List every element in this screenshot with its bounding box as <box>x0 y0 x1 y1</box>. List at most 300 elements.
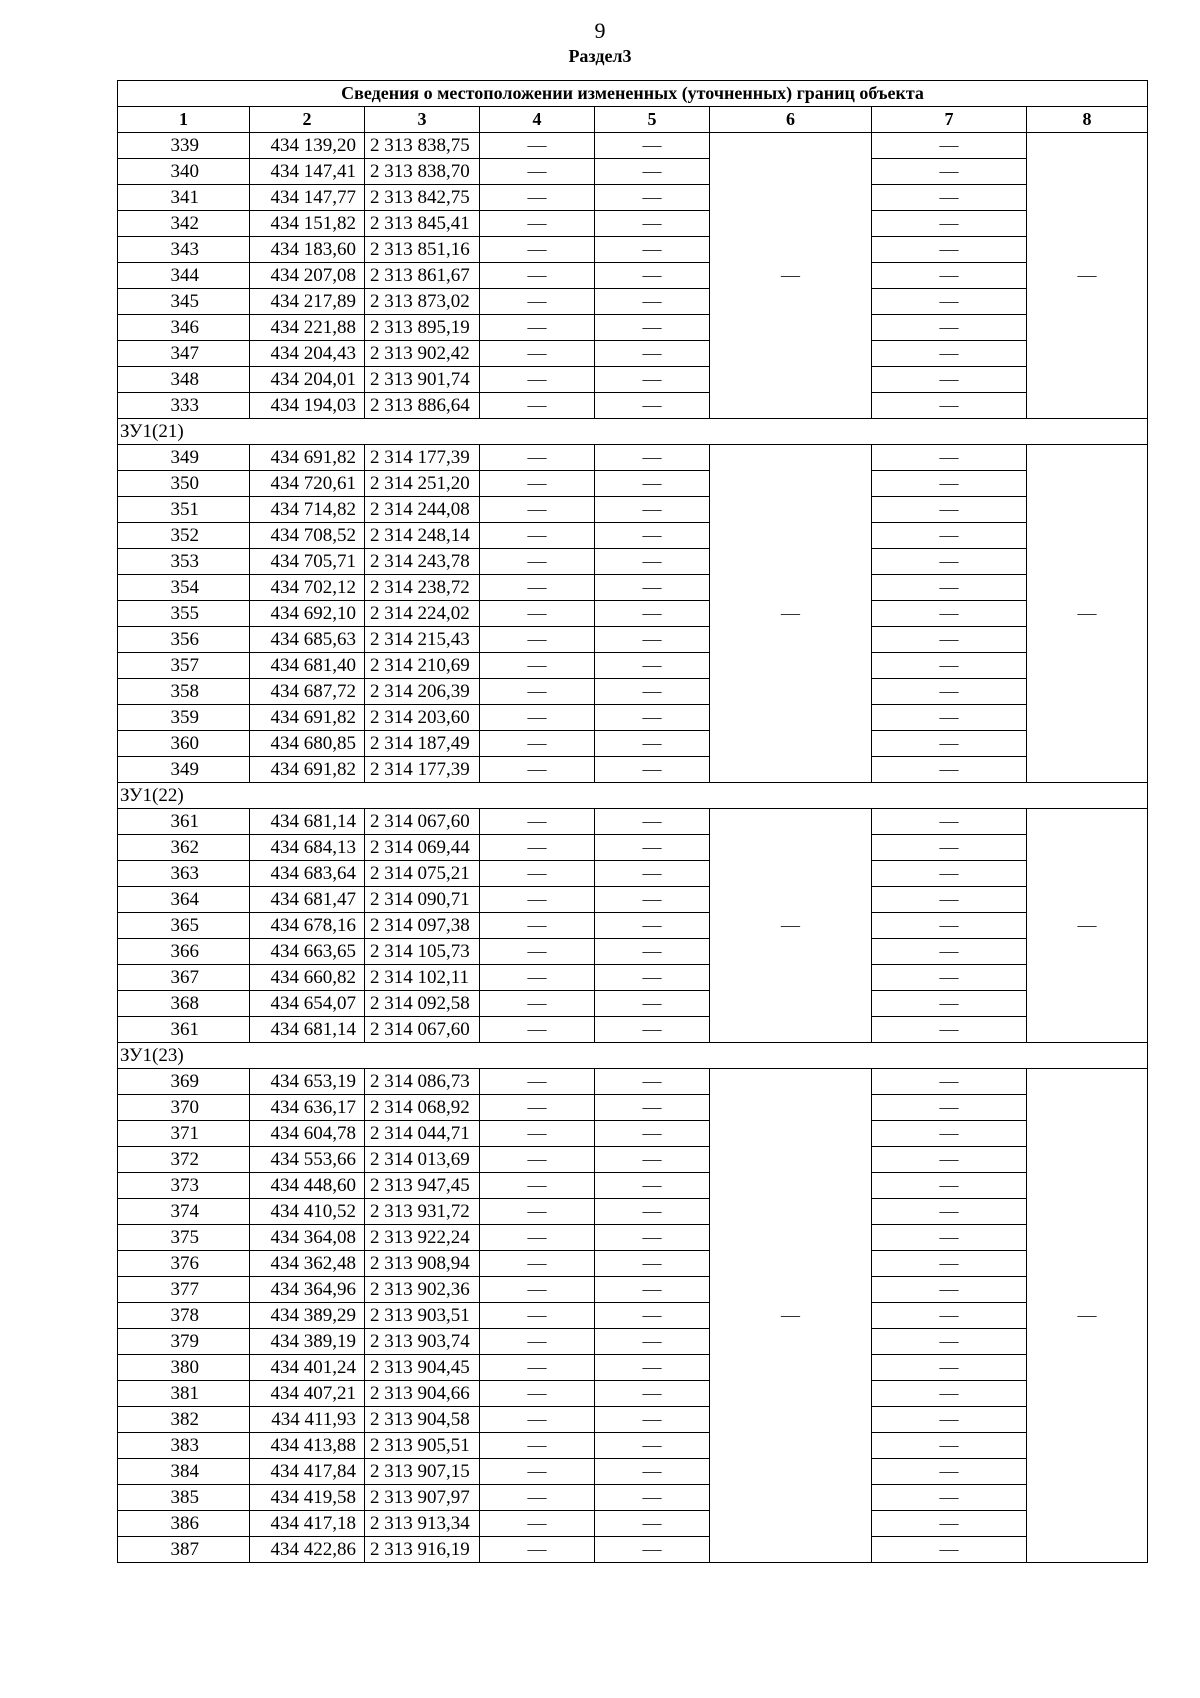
coord-x-cell: 434 194,03 <box>250 393 365 419</box>
coord-x-cell: 434 687,72 <box>250 679 365 705</box>
point-number-cell: 349 <box>118 445 250 471</box>
coord-y-cell: 2 314 206,39 <box>365 679 480 705</box>
column-header: 3 <box>365 107 480 133</box>
col5-cell: — <box>595 497 710 523</box>
point-number-cell: 374 <box>118 1199 250 1225</box>
point-number-cell: 360 <box>118 731 250 757</box>
col5-cell: — <box>595 1329 710 1355</box>
col7-cell: — <box>872 471 1027 497</box>
point-number-cell: 345 <box>118 289 250 315</box>
col5-cell: — <box>595 757 710 783</box>
col5-cell: — <box>595 133 710 159</box>
coord-x-cell: 434 204,01 <box>250 367 365 393</box>
col7-cell: — <box>872 289 1027 315</box>
coord-y-cell: 2 314 244,08 <box>365 497 480 523</box>
coord-x-cell: 434 692,10 <box>250 601 365 627</box>
col5-cell: — <box>595 939 710 965</box>
table-row <box>118 1433 1148 1459</box>
coord-y-cell: 2 313 838,70 <box>365 159 480 185</box>
table-body <box>118 133 1148 1563</box>
coord-x-cell: 434 654,07 <box>250 991 365 1017</box>
point-number-cell: 340 <box>118 159 250 185</box>
coord-y-cell: 2 313 901,74 <box>365 367 480 393</box>
col7-cell: — <box>872 1147 1027 1173</box>
col7-cell: — <box>872 1017 1027 1043</box>
col4-cell: — <box>480 1537 595 1563</box>
table-row <box>118 1459 1148 1485</box>
col7-cell: — <box>872 1381 1027 1407</box>
coord-x-cell: 434 683,64 <box>250 861 365 887</box>
col7-cell: — <box>872 1511 1027 1537</box>
col4-cell: — <box>480 1173 595 1199</box>
col5-cell: — <box>595 393 710 419</box>
coord-y-cell: 2 313 904,45 <box>365 1355 480 1381</box>
col4-cell: — <box>480 1459 595 1485</box>
table-row <box>118 1017 1148 1043</box>
table-row <box>118 211 1148 237</box>
col4-cell: — <box>480 1303 595 1329</box>
coord-y-cell: 2 313 861,67 <box>365 263 480 289</box>
col4-cell: — <box>480 263 595 289</box>
col4-cell: — <box>480 913 595 939</box>
coord-y-cell: 2 314 243,78 <box>365 549 480 575</box>
point-number-cell: 352 <box>118 523 250 549</box>
coord-x-cell: 434 691,82 <box>250 757 365 783</box>
coord-y-cell: 2 314 013,69 <box>365 1147 480 1173</box>
col5-cell: — <box>595 315 710 341</box>
table-row <box>118 757 1148 783</box>
coord-x-cell: 434 708,52 <box>250 523 365 549</box>
col4-cell: — <box>480 731 595 757</box>
col4-cell: — <box>480 1433 595 1459</box>
table-row <box>118 549 1148 575</box>
point-number-cell: 386 <box>118 1511 250 1537</box>
table-row <box>118 861 1148 887</box>
coord-x-cell: 434 419,58 <box>250 1485 365 1511</box>
coord-y-cell: 2 314 069,44 <box>365 835 480 861</box>
col7-cell: — <box>872 1355 1027 1381</box>
coord-y-cell: 2 313 913,34 <box>365 1511 480 1537</box>
point-number-cell: 361 <box>118 809 250 835</box>
table-row <box>118 731 1148 757</box>
col5-cell: — <box>595 445 710 471</box>
col7-cell: — <box>872 1407 1027 1433</box>
coord-x-cell: 434 364,96 <box>250 1277 365 1303</box>
col7-cell: — <box>872 601 1027 627</box>
coord-y-cell: 2 313 902,42 <box>365 341 480 367</box>
column-header: 4 <box>480 107 595 133</box>
coord-y-cell: 2 313 904,58 <box>365 1407 480 1433</box>
table-row <box>118 185 1148 211</box>
table-row <box>118 471 1148 497</box>
coordinates-table <box>117 80 1148 1563</box>
col5-cell: — <box>595 289 710 315</box>
col7-cell: — <box>872 653 1027 679</box>
col4-cell: — <box>480 289 595 315</box>
table-row <box>118 315 1148 341</box>
coord-y-cell: 2 313 904,66 <box>365 1381 480 1407</box>
coord-x-cell: 434 413,88 <box>250 1433 365 1459</box>
col5-cell: — <box>595 809 710 835</box>
col4-cell: — <box>480 523 595 549</box>
col5-cell: — <box>595 159 710 185</box>
coord-x-cell: 434 217,89 <box>250 289 365 315</box>
coord-x-cell: 434 221,88 <box>250 315 365 341</box>
col7-cell: — <box>872 887 1027 913</box>
coord-x-cell: 434 207,08 <box>250 263 365 289</box>
col5-cell: — <box>595 367 710 393</box>
coord-y-cell: 2 314 090,71 <box>365 887 480 913</box>
col4-cell: — <box>480 445 595 471</box>
coord-y-cell: 2 314 086,73 <box>365 1069 480 1095</box>
coord-x-cell: 434 681,14 <box>250 1017 365 1043</box>
table-row <box>118 601 1148 627</box>
col4-cell: — <box>480 1069 595 1095</box>
table-row <box>118 497 1148 523</box>
point-number-cell: 364 <box>118 887 250 913</box>
table-row <box>118 835 1148 861</box>
coord-x-cell: 434 147,77 <box>250 185 365 211</box>
coord-y-cell: 2 314 067,60 <box>365 809 480 835</box>
group-row <box>118 419 1148 445</box>
page-number: 9 <box>594 18 606 43</box>
point-number-cell: 368 <box>118 991 250 1017</box>
coord-x-cell: 434 705,71 <box>250 549 365 575</box>
col5-cell: — <box>595 1277 710 1303</box>
table-row <box>118 575 1148 601</box>
col7-cell: — <box>872 1095 1027 1121</box>
col5-cell: — <box>595 185 710 211</box>
col5-cell: — <box>595 991 710 1017</box>
point-number-cell: 380 <box>118 1355 250 1381</box>
col7-cell: — <box>872 835 1027 861</box>
point-number-cell: 382 <box>118 1407 250 1433</box>
col5-cell: — <box>595 1381 710 1407</box>
point-number-cell: 354 <box>118 575 250 601</box>
table-row <box>118 367 1148 393</box>
coord-y-cell: 2 313 907,15 <box>365 1459 480 1485</box>
col5-cell: — <box>595 575 710 601</box>
coord-y-cell: 2 314 248,14 <box>365 523 480 549</box>
coord-x-cell: 434 680,85 <box>250 731 365 757</box>
coord-y-cell: 2 314 187,49 <box>365 731 480 757</box>
col5-cell: — <box>595 1147 710 1173</box>
coord-y-cell: 2 313 845,41 <box>365 211 480 237</box>
col7-cell: — <box>872 809 1027 835</box>
coord-y-cell: 2 314 068,92 <box>365 1095 480 1121</box>
col5-cell: — <box>595 237 710 263</box>
point-number-cell: 353 <box>118 549 250 575</box>
col6-merged-cell: — <box>710 133 872 419</box>
section-title: Раздел3 <box>568 46 632 66</box>
col5-cell: — <box>595 1355 710 1381</box>
coord-y-cell: 2 313 903,51 <box>365 1303 480 1329</box>
col5-cell: — <box>595 1251 710 1277</box>
col7-cell: — <box>872 913 1027 939</box>
col4-cell: — <box>480 887 595 913</box>
col5-cell: — <box>595 1199 710 1225</box>
col7-cell: — <box>872 549 1027 575</box>
col4-cell: — <box>480 1251 595 1277</box>
col4-cell: — <box>480 497 595 523</box>
col5-cell: — <box>595 471 710 497</box>
coord-y-cell: 2 313 842,75 <box>365 185 480 211</box>
coord-x-cell: 434 691,82 <box>250 705 365 731</box>
col7-cell: — <box>872 731 1027 757</box>
col5-cell: — <box>595 1173 710 1199</box>
col4-cell: — <box>480 627 595 653</box>
table-row <box>118 991 1148 1017</box>
col7-cell: — <box>872 185 1027 211</box>
table-row <box>118 809 1148 835</box>
coord-y-cell: 2 313 905,51 <box>365 1433 480 1459</box>
col4-cell: — <box>480 809 595 835</box>
point-number-cell: 339 <box>118 133 250 159</box>
table-row <box>118 1355 1148 1381</box>
coord-y-cell: 2 314 105,73 <box>365 939 480 965</box>
coord-x-cell: 434 678,16 <box>250 913 365 939</box>
point-number-cell: 341 <box>118 185 250 211</box>
column-header: 2 <box>250 107 365 133</box>
point-number-cell: 366 <box>118 939 250 965</box>
point-number-cell: 359 <box>118 705 250 731</box>
coord-x-cell: 434 139,20 <box>250 133 365 159</box>
col7-cell: — <box>872 627 1027 653</box>
table-row <box>118 1303 1148 1329</box>
col4-cell: — <box>480 237 595 263</box>
coord-y-cell: 2 313 916,19 <box>365 1537 480 1563</box>
coord-x-cell: 434 685,63 <box>250 627 365 653</box>
table-row <box>118 1277 1148 1303</box>
col5-cell: — <box>595 523 710 549</box>
col7-cell: — <box>872 159 1027 185</box>
col7-cell: — <box>872 1277 1027 1303</box>
group-row <box>118 1043 1148 1069</box>
group-label: ЗУ1(22) <box>118 783 1148 809</box>
table-row <box>118 1485 1148 1511</box>
col4-cell: — <box>480 315 595 341</box>
table-row <box>118 965 1148 991</box>
col7-cell: — <box>872 757 1027 783</box>
col7-cell: — <box>872 1199 1027 1225</box>
point-number-cell: 377 <box>118 1277 250 1303</box>
point-number-cell: 381 <box>118 1381 250 1407</box>
col7-cell: — <box>872 237 1027 263</box>
group-label: ЗУ1(21) <box>118 419 1148 445</box>
coord-y-cell: 2 314 238,72 <box>365 575 480 601</box>
coord-y-cell: 2 313 931,72 <box>365 1199 480 1225</box>
column-header-row <box>118 107 1148 133</box>
table-row <box>118 1329 1148 1355</box>
coord-x-cell: 434 362,48 <box>250 1251 365 1277</box>
col7-cell: — <box>872 939 1027 965</box>
table-row <box>118 393 1148 419</box>
col5-cell: — <box>595 731 710 757</box>
point-number-cell: 361 <box>118 1017 250 1043</box>
col7-cell: — <box>872 1459 1027 1485</box>
coord-x-cell: 434 681,47 <box>250 887 365 913</box>
table-row <box>118 133 1148 159</box>
point-number-cell: 379 <box>118 1329 250 1355</box>
coord-x-cell: 434 411,93 <box>250 1407 365 1433</box>
table-row <box>118 263 1148 289</box>
col5-cell: — <box>595 705 710 731</box>
col4-cell: — <box>480 1225 595 1251</box>
point-number-cell: 344 <box>118 263 250 289</box>
col7-cell: — <box>872 1485 1027 1511</box>
col4-cell: — <box>480 1329 595 1355</box>
coord-y-cell: 2 314 067,60 <box>365 1017 480 1043</box>
col5-cell: — <box>595 1485 710 1511</box>
point-number-cell: 372 <box>118 1147 250 1173</box>
col7-cell: — <box>872 861 1027 887</box>
col7-cell: — <box>872 705 1027 731</box>
col4-cell: — <box>480 835 595 861</box>
coord-x-cell: 434 702,12 <box>250 575 365 601</box>
coord-x-cell: 434 714,82 <box>250 497 365 523</box>
coord-x-cell: 434 691,82 <box>250 445 365 471</box>
coord-x-cell: 434 553,66 <box>250 1147 365 1173</box>
col4-cell: — <box>480 549 595 575</box>
table-row <box>118 1225 1148 1251</box>
col4-cell: — <box>480 575 595 601</box>
point-number-cell: 369 <box>118 1069 250 1095</box>
col7-cell: — <box>872 367 1027 393</box>
col7-cell: — <box>872 315 1027 341</box>
col4-cell: — <box>480 601 595 627</box>
col4-cell: — <box>480 1277 595 1303</box>
col4-cell: — <box>480 393 595 419</box>
table-row <box>118 1147 1148 1173</box>
col7-cell: — <box>872 965 1027 991</box>
coord-y-cell: 2 314 251,20 <box>365 471 480 497</box>
coord-x-cell: 434 681,40 <box>250 653 365 679</box>
col5-cell: — <box>595 601 710 627</box>
col5-cell: — <box>595 211 710 237</box>
table-row <box>118 1511 1148 1537</box>
column-header: 7 <box>872 107 1027 133</box>
col4-cell: — <box>480 965 595 991</box>
point-number-cell: 346 <box>118 315 250 341</box>
coord-y-cell: 2 313 907,97 <box>365 1485 480 1511</box>
point-number-cell: 343 <box>118 237 250 263</box>
col7-cell: — <box>872 575 1027 601</box>
coord-y-cell: 2 313 922,24 <box>365 1225 480 1251</box>
col7-cell: — <box>872 1251 1027 1277</box>
col4-cell: — <box>480 341 595 367</box>
col5-cell: — <box>595 1017 710 1043</box>
point-number-cell: 356 <box>118 627 250 653</box>
col4-cell: — <box>480 185 595 211</box>
coord-x-cell: 434 407,21 <box>250 1381 365 1407</box>
point-number-cell: 365 <box>118 913 250 939</box>
point-number-cell: 371 <box>118 1121 250 1147</box>
col5-cell: — <box>595 627 710 653</box>
table-row <box>118 679 1148 705</box>
point-number-cell: 363 <box>118 861 250 887</box>
col8-merged-cell: — <box>1027 809 1148 1043</box>
col7-cell: — <box>872 1121 1027 1147</box>
col7-cell: — <box>872 1329 1027 1355</box>
point-number-cell: 350 <box>118 471 250 497</box>
point-number-cell: 375 <box>118 1225 250 1251</box>
table-row <box>118 1251 1148 1277</box>
coord-x-cell: 434 401,24 <box>250 1355 365 1381</box>
point-number-cell: 349 <box>118 757 250 783</box>
col5-cell: — <box>595 1407 710 1433</box>
col7-cell: — <box>872 211 1027 237</box>
column-header: 6 <box>710 107 872 133</box>
table-row <box>118 1537 1148 1563</box>
table-row <box>118 1407 1148 1433</box>
point-number-cell: 378 <box>118 1303 250 1329</box>
column-header: 8 <box>1027 107 1148 133</box>
column-header: 5 <box>595 107 710 133</box>
col5-cell: — <box>595 1511 710 1537</box>
col5-cell: — <box>595 887 710 913</box>
table-row <box>118 939 1148 965</box>
table-row <box>118 237 1148 263</box>
col5-cell: — <box>595 1303 710 1329</box>
col8-merged-cell: — <box>1027 445 1148 783</box>
coord-y-cell: 2 313 895,19 <box>365 315 480 341</box>
table-row <box>118 445 1148 471</box>
col4-cell: — <box>480 1355 595 1381</box>
point-number-cell: 376 <box>118 1251 250 1277</box>
col5-cell: — <box>595 549 710 575</box>
coord-x-cell: 434 720,61 <box>250 471 365 497</box>
coord-y-cell: 2 314 092,58 <box>365 991 480 1017</box>
col4-cell: — <box>480 1147 595 1173</box>
col5-cell: — <box>595 1069 710 1095</box>
table-row <box>118 887 1148 913</box>
col5-cell: — <box>595 1225 710 1251</box>
col4-cell: — <box>480 653 595 679</box>
coord-y-cell: 2 313 838,75 <box>365 133 480 159</box>
col8-merged-cell: — <box>1027 133 1148 419</box>
col4-cell: — <box>480 1121 595 1147</box>
coord-x-cell: 434 448,60 <box>250 1173 365 1199</box>
col4-cell: — <box>480 1511 595 1537</box>
col6-merged-cell: — <box>710 1069 872 1563</box>
point-number-cell: 373 <box>118 1173 250 1199</box>
coord-x-cell: 434 653,19 <box>250 1069 365 1095</box>
col7-cell: — <box>872 1537 1027 1563</box>
col4-cell: — <box>480 133 595 159</box>
col8-merged-cell: — <box>1027 1069 1148 1563</box>
col4-cell: — <box>480 367 595 393</box>
point-number-cell: 351 <box>118 497 250 523</box>
coord-y-cell: 2 314 177,39 <box>365 445 480 471</box>
table-row <box>118 1173 1148 1199</box>
col7-cell: — <box>872 393 1027 419</box>
table-row <box>118 523 1148 549</box>
point-number-cell: 384 <box>118 1459 250 1485</box>
col5-cell: — <box>595 263 710 289</box>
col5-cell: — <box>595 1459 710 1485</box>
coord-y-cell: 2 313 903,74 <box>365 1329 480 1355</box>
coord-x-cell: 434 204,43 <box>250 341 365 367</box>
point-number-cell: 357 <box>118 653 250 679</box>
coord-x-cell: 434 684,13 <box>250 835 365 861</box>
coord-x-cell: 434 681,14 <box>250 809 365 835</box>
coord-y-cell: 2 314 224,02 <box>365 601 480 627</box>
col7-cell: — <box>872 1173 1027 1199</box>
coord-x-cell: 434 663,65 <box>250 939 365 965</box>
coord-y-cell: 2 314 177,39 <box>365 757 480 783</box>
point-number-cell: 370 <box>118 1095 250 1121</box>
coord-y-cell: 2 314 097,38 <box>365 913 480 939</box>
